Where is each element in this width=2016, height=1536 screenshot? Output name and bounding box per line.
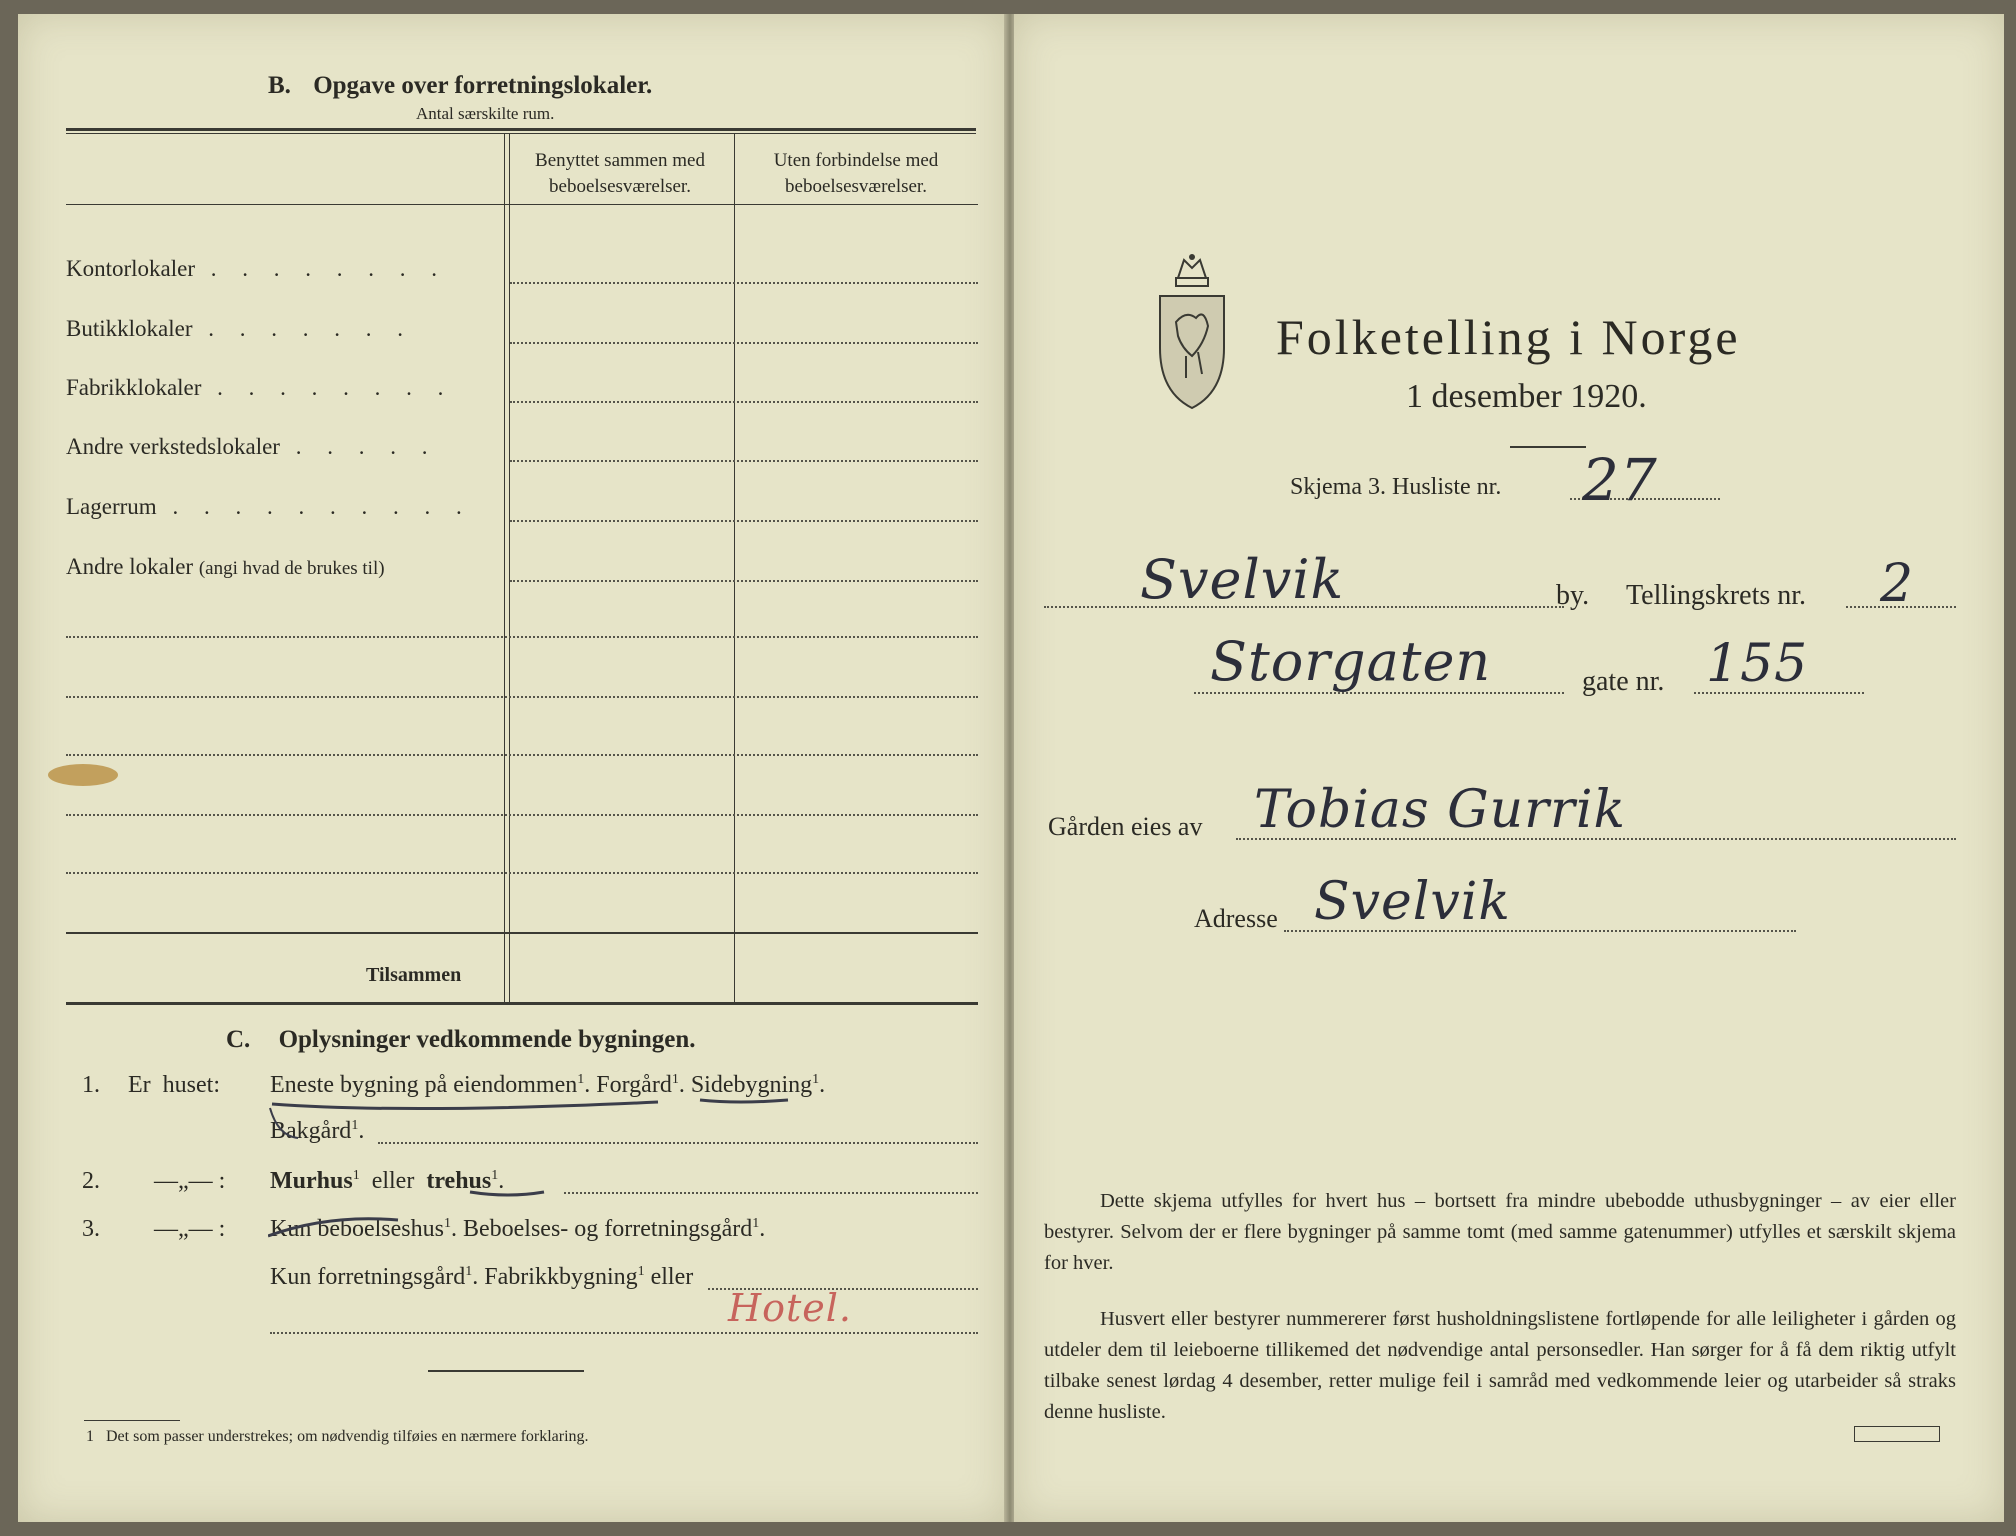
table-bottom-rule (66, 1002, 978, 1005)
section-b-subtitle: Antal særskilte rum. (416, 104, 555, 123)
q1-option-sidebygning: Sidebygning (690, 1072, 813, 1098)
row-line (510, 282, 978, 284)
krets-label: Tellingskrets nr. (1626, 580, 1807, 611)
section-b-heading (268, 72, 652, 100)
row-line (66, 814, 978, 816)
header-bottom-rule (66, 204, 978, 205)
printer-stamp (1854, 1426, 1940, 1442)
footnote-mark: 1 (86, 1428, 94, 1445)
page-title: Folketelling i Norge (1276, 309, 1741, 365)
row-line (66, 754, 978, 756)
q2-option-murhus: Murhus (270, 1168, 353, 1194)
row-label-fabrikklokaler: Fabrikklokaler . . . . . . . . (66, 375, 454, 400)
column-header-combined: Benyttet sammen med beboelsesværelser. (535, 150, 705, 197)
row-label-andre-verkstedslokaler: Andre verkstedslokaler . . . . . (66, 434, 438, 459)
row-line (510, 401, 978, 403)
footnote-text: Det som passer understrekes; om nødvendig tilføies en nærmere forklaring. (106, 1428, 589, 1445)
section-b-letter: B. (268, 72, 291, 99)
by-label: by. (1556, 580, 1590, 611)
owner-label: Gården eies av (1048, 812, 1203, 841)
q2-label: —„— : (154, 1168, 226, 1194)
q3-answer-handwritten: Hotel. (728, 1286, 853, 1330)
address-label: Adresse (1194, 904, 1278, 933)
q2-option-trehus: trehus (426, 1168, 492, 1194)
total-label: Tilsammen (366, 964, 462, 986)
q2-separator: eller (371, 1168, 415, 1194)
q3-separator: eller (650, 1264, 694, 1290)
row-line (510, 580, 978, 582)
instructions-paragraph-1: Dette skjema utfylles for hvert hus – bortsett fra mindre ubebodde uthusbygninger – av eier eller bestyrer. Selvom der er flere bygninger på samme tomt (med samme gatenummer) utfylles et særskilt skjema for hver. (1044, 1190, 1956, 1274)
section-b-title: Opgave over forretningslokaler. (313, 72, 653, 99)
date-rule (1510, 446, 1586, 448)
q3-option-kun-forretningsgard: Kun forretningsgård (270, 1264, 466, 1290)
q2-options: Murhus$^1$ eller trehus$^1$. (270, 1168, 505, 1194)
row-line (510, 460, 978, 462)
instructions-paragraph-2: Husvert eller bestyrer nummererer først husholdningslistene fortløpende for alle leiligheter i gården og utdeler dem til leieboerne tillikemed det nødvendige antal personsedler. Han sørger for å få dem riktig utfylt tilbake senest lørdag 4 desember, retter mulige feil i samråd med vedkommende leier og utarbeider så straks denne husliste. (1044, 1308, 1956, 1423)
q1-option-bakgard: Bakgård (270, 1118, 352, 1144)
row-line (66, 872, 978, 874)
row-label-andre-lokaler: Andre lokaler (angi hvad de brukes til) (66, 554, 385, 579)
left-page (18, 14, 1006, 1522)
owner-value: Tobias Gurrik (1254, 780, 1626, 840)
row-label-kontorlokaler: Kontorlokaler . . . . . . . . (66, 256, 448, 281)
q3-option-beboelses-og-forretningsgard: Beboelses- og forretningsgård (462, 1216, 753, 1242)
row-label-butikklokaler: Butikklokaler . . . . . . . (66, 316, 413, 341)
row-label-note: (angi hvad de brukes til) (198, 558, 385, 579)
q1-options: Eneste bygning på eiendommen$^1$. Forgård$^1$. Sidebygning$^1$. (270, 1072, 826, 1098)
q3-option-fabrikkbygning: Fabrikkbygning (484, 1264, 638, 1290)
q3-number: 3. (82, 1216, 100, 1242)
q1-number: 1. (82, 1072, 100, 1098)
section-c-letter: C. (226, 1026, 251, 1053)
q1-option-eneste: Eneste bygning på eiendommen (270, 1072, 578, 1098)
q1-label: Er huset: (128, 1072, 220, 1098)
row-label-lagerrum: Lagerrum . . . . . . . . . . (66, 494, 472, 519)
q2-number: 2. (82, 1168, 100, 1194)
gate-label: gate nr. (1582, 666, 1665, 697)
section-c-title: Oplysninger vedkommende bygningen. (278, 1026, 696, 1053)
address-value: Svelvik (1314, 872, 1511, 932)
q1-option-bakgard-wrap: Bakgård$^1$. (270, 1118, 365, 1144)
total-top-rule (66, 932, 978, 934)
q3-options-line2: Kun forretningsgård$^1$. Fabrikkbygning$^1$ eller (270, 1264, 694, 1290)
krets-value: 2 (1880, 554, 1915, 614)
column-header-separate: Uten forbindelse med beboelsesværelser. (773, 150, 939, 197)
q3-line-2 (270, 1332, 978, 1334)
right-page (1014, 14, 2004, 1522)
section-c-end-rule (428, 1370, 584, 1372)
footnote (86, 1428, 589, 1446)
row-line (510, 342, 978, 344)
handwritten-underlines (268, 1088, 988, 1238)
q3-options-line1: Kun beboelseshus$^1$. Beboelses- og forretningsgård$^1$. (270, 1216, 766, 1242)
q3-label: —„— : (154, 1216, 226, 1242)
table-top-rule-thin (66, 133, 976, 134)
row-line (66, 696, 978, 698)
row-line (510, 520, 978, 522)
husliste-number: 27 (1582, 446, 1658, 514)
by-value: Svelvik (1140, 548, 1345, 611)
census-date: 1 desember 1920. (1406, 378, 1647, 415)
q3-option-kun-beboelseshus: Kun beboelseshus (270, 1216, 444, 1242)
table-top-rule (66, 128, 976, 131)
section-c-heading (226, 1026, 696, 1054)
gate-number: 155 (1706, 634, 1809, 694)
coat-of-arms-icon (1156, 252, 1228, 410)
footnote-rule (84, 1420, 180, 1421)
row-line (66, 636, 978, 638)
ink-stain (48, 764, 118, 786)
gate-value: Storgaten (1210, 630, 1492, 693)
q1-option-forgard: Forgård (596, 1072, 672, 1098)
schema-label: Skjema 3. Husliste nr. (1290, 474, 1502, 500)
